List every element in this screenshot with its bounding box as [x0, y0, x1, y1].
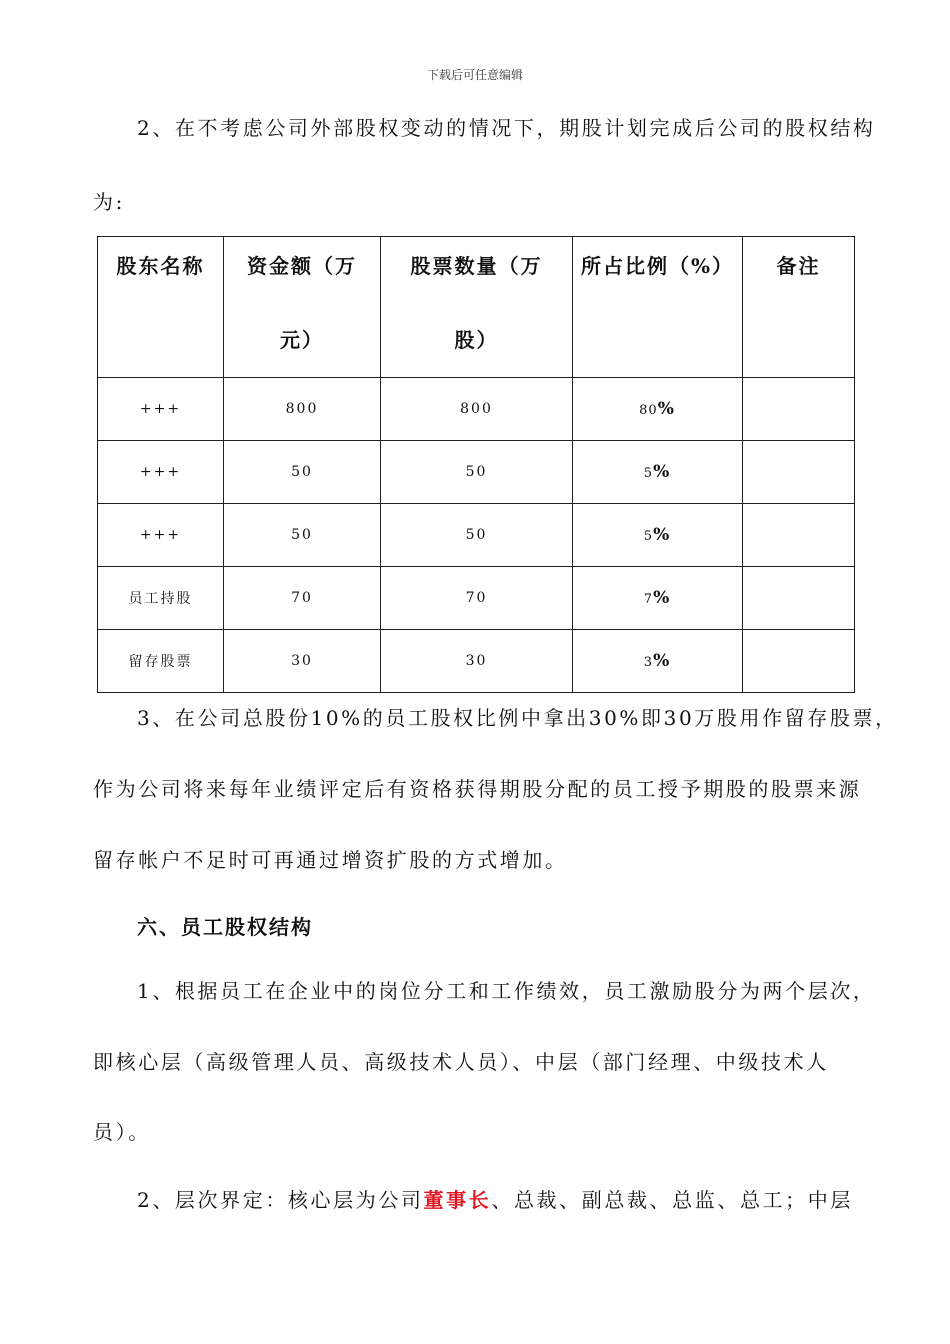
header-capital-amount: 资金额（万 元）	[224, 237, 381, 378]
paragraph-3-line2: 作为公司将来每年业绩评定后有资格获得期股分配的员工授予期股的股票来源	[93, 777, 862, 801]
cell-capital: 50	[224, 504, 381, 567]
cell-note	[743, 504, 855, 567]
table-row	[98, 441, 855, 504]
table-row	[98, 567, 855, 630]
cell-ratio: 3%	[573, 630, 743, 693]
page-header: 下载后可任意编辑	[426, 68, 523, 82]
cell-name: 留存股票	[98, 630, 224, 693]
cell-note	[743, 378, 855, 441]
paragraph-3-line3: 留存帐户不足时可再通过增资扩股的方式增加。	[93, 848, 568, 872]
cell-shares: 70	[381, 567, 573, 630]
cell-ratio: 80%	[573, 378, 743, 441]
header-share-quantity: 股票数量（万 股）	[381, 237, 573, 378]
section-6-paragraph-2	[137, 1186, 907, 1214]
cell-capital: 50	[224, 441, 381, 504]
paragraph-2-suffix: 、总裁、副总裁、总监、总工；中层	[491, 1188, 853, 1212]
cell-note	[743, 630, 855, 693]
equity-structure-table	[97, 236, 855, 693]
section-6-heading: 六、员工股权结构	[137, 915, 313, 939]
section-6-paragraph-1-line2: 即核心层（高级管理人员、高级技术人员）、中层（部门经理、中级技术人	[93, 1050, 829, 1074]
cell-note	[743, 441, 855, 504]
cell-capital: 30	[224, 630, 381, 693]
cell-name: +++	[98, 504, 224, 567]
cell-capital: 800	[224, 378, 381, 441]
paragraph-3-line1: 3、在公司总股份10%的员工股权比例中拿出30%即30万股用作留存股票，	[137, 706, 898, 730]
cell-shares: 50	[381, 441, 573, 504]
table-row	[98, 504, 855, 567]
cell-shares: 50	[381, 504, 573, 567]
cell-capital: 70	[224, 567, 381, 630]
table-row	[98, 630, 855, 693]
section-6-paragraph-1-line3: 员）。	[93, 1120, 151, 1144]
cell-note	[743, 567, 855, 630]
table-header-row	[98, 237, 855, 378]
header-ratio: 所占比例（%）	[573, 237, 743, 378]
paragraph-2-prefix: 2、层次界定：核心层为公司	[137, 1188, 424, 1212]
cell-shares: 30	[381, 630, 573, 693]
cell-shares: 800	[381, 378, 573, 441]
intro-paragraph-line2: 为:	[93, 190, 125, 214]
cell-name: +++	[98, 378, 224, 441]
intro-paragraph-line1: 2、在不考虑公司外部股权变动的情况下，期股计划完成后公司的股权结构	[137, 116, 876, 140]
cell-ratio: 5%	[573, 441, 743, 504]
highlighted-chairman-text: 董事长	[423, 1188, 492, 1212]
cell-name: 员工持股	[98, 567, 224, 630]
section-6-paragraph-1-line1: 1、根据员工在企业中的岗位分工和工作绩效，员工激励股分为两个层次，	[137, 979, 876, 1003]
header-remarks: 备注	[743, 237, 855, 378]
cell-name: +++	[98, 441, 224, 504]
cell-ratio: 5%	[573, 504, 743, 567]
header-shareholder-name: 股东名称	[98, 237, 224, 378]
table-row	[98, 378, 855, 441]
cell-ratio: 7%	[573, 567, 743, 630]
